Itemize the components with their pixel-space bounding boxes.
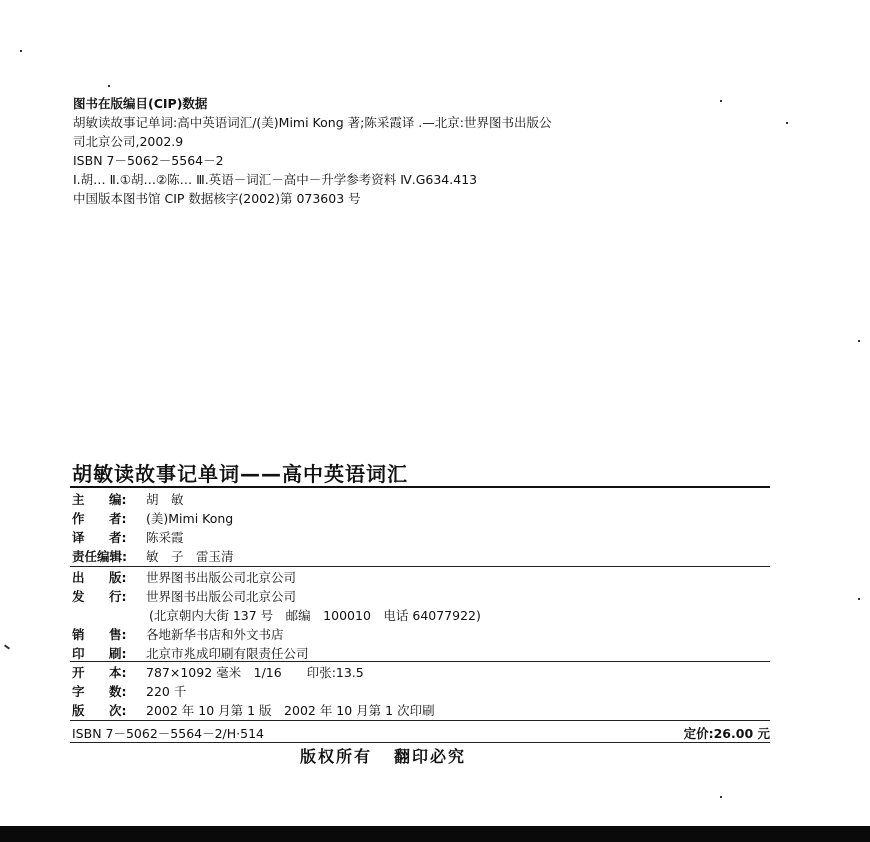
book-title: 胡敏读故事记单词——高中英语词汇 bbox=[72, 462, 408, 486]
scan-speck bbox=[720, 796, 722, 798]
scan-speck bbox=[858, 340, 860, 342]
issuer-row: 发 行: 世界图书出版公司北京公司 bbox=[72, 589, 297, 604]
printer: 北京市兆成印刷有限责任公司 bbox=[146, 646, 309, 661]
chief-editor: 胡 敏 bbox=[146, 492, 184, 507]
cip-line-4: Ⅰ.胡… Ⅱ.①胡…②陈… Ⅲ.英语－词汇－高中－升学参考资料 Ⅳ.G634.413 bbox=[73, 172, 478, 187]
isbn-price-line bbox=[72, 724, 770, 742]
scan-speck bbox=[20, 50, 22, 52]
title-rule bbox=[70, 486, 770, 488]
edition-row: 版 次: 2002 年 10 月第 1 版 2002 年 10 月第 1 次印刷 bbox=[72, 703, 435, 718]
isbn-rule bbox=[70, 742, 770, 743]
scan-speck bbox=[108, 85, 110, 87]
cip-heading: 图书在版编目(CIP)数据 bbox=[73, 96, 208, 111]
credit-row-translator: 译 者: 陈采霞 bbox=[72, 530, 184, 545]
cip-line-1: 胡敏读故事记单词:高中英语词汇/(美)Mimi Kong 著;陈采霞译 .—北京:世界图书出版公 bbox=[73, 115, 552, 130]
publishing-rule bbox=[70, 661, 770, 662]
seller: 各地新华书店和外文书店 bbox=[146, 627, 284, 642]
cip-data-block bbox=[73, 94, 793, 208]
publisher: 世界图书出版公司北京公司 bbox=[146, 570, 297, 585]
book-format: 787×1092 毫米 1/16 印张:13.5 bbox=[146, 665, 364, 680]
edition: 2002 年 10 月第 1 版 2002 年 10 月第 1 次印刷 bbox=[146, 703, 435, 718]
credits-rule bbox=[70, 566, 770, 567]
credit-row-responsible-editor: 责任编辑: 敏 子 雷玉清 bbox=[72, 549, 234, 564]
cip-line-2: 司北京公司,2002.9 bbox=[73, 134, 184, 149]
scan-speck bbox=[858, 598, 860, 600]
scan-speck bbox=[4, 644, 10, 649]
price: 定价:26.00 元 bbox=[683, 726, 770, 741]
credit-row-author: 作 者: (美)Mimi Kong bbox=[72, 511, 234, 526]
cip-line-5: 中国版本图书馆 CIP 数据核字(2002)第 073603 号 bbox=[73, 191, 361, 206]
credit-row-editor: 主 编: 胡 敏 bbox=[72, 492, 184, 507]
isbn-number: ISBN 7－5062－5564－2/H·514 bbox=[72, 726, 264, 741]
piracy-prohibited: 翻印必究 bbox=[394, 747, 467, 766]
address-row bbox=[72, 606, 481, 625]
rights-notice bbox=[300, 744, 466, 767]
format-row: 开 本: 787×1092 毫米 1/16 印张:13.5 bbox=[72, 665, 364, 680]
scan-speck bbox=[720, 100, 722, 102]
cip-line-3: ISBN 7－5062－5564－2 bbox=[73, 153, 224, 168]
translator: 陈采霞 bbox=[146, 530, 184, 545]
publisher-address: (北京朝内大街 137 号 邮编 100010 电话 64077922) bbox=[149, 608, 481, 623]
seller-row: 销 售: 各地新华书店和外文书店 bbox=[72, 627, 284, 642]
credits-block bbox=[72, 490, 234, 566]
scan-speck bbox=[786, 122, 788, 124]
publisher-row: 出 版: 世界图书出版公司北京公司 bbox=[72, 570, 297, 585]
responsible-editors: 敏 子 雷玉清 bbox=[146, 549, 234, 564]
specs-block bbox=[72, 663, 435, 720]
word-count-row: 字 数: 220 千 bbox=[72, 684, 187, 699]
rights-reserved: 版权所有 bbox=[300, 747, 373, 766]
publishing-block bbox=[72, 568, 481, 663]
specs-rule bbox=[70, 720, 770, 721]
word-count: 220 千 bbox=[146, 684, 187, 699]
printer-row: 印 刷: 北京市兆成印刷有限责任公司 bbox=[72, 646, 309, 661]
author: (美)Mimi Kong bbox=[146, 511, 234, 526]
issuer: 世界图书出版公司北京公司 bbox=[146, 589, 297, 604]
scan-bottom-edge bbox=[0, 826, 870, 842]
